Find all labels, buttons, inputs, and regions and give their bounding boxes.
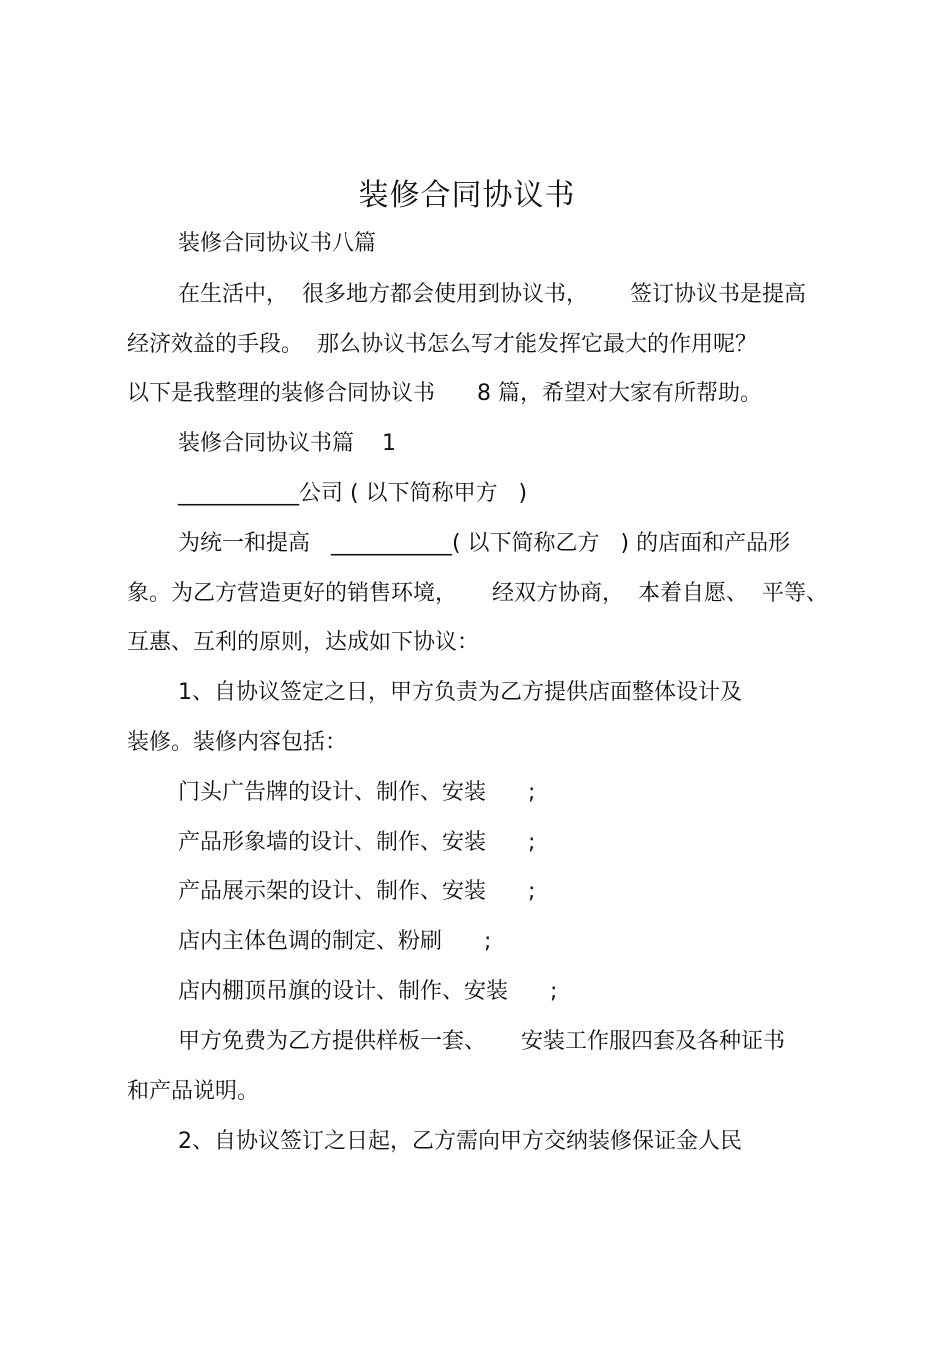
list-item: 店内棚顶吊旗的设计、制作、安装 ; (178, 979, 558, 1004)
paragraph-line: 甲方免费为乙方提供样板一套、 安装工作服四套及各种证书 (178, 1029, 785, 1054)
paragraph-line: 和产品说明。 (127, 1079, 260, 1104)
clause-line: 2、自协议签订之日起，乙方需向甲方交纳装修保证金人民 (178, 1129, 742, 1154)
document-title: 装修合同协议书 (358, 178, 576, 213)
list-item: 产品展示架的设计、制作、安装 ; (178, 879, 536, 904)
paragraph-line: 经济效益的手段。 那么协议书怎么写才能发挥它最大的作用呢？ (127, 332, 757, 357)
subtitle-line: 装修合同协议书八篇 (178, 231, 377, 256)
list-item: 产品形象墙的设计、制作、安装 ; (178, 830, 536, 855)
paragraph-line: 象。为乙方营造更好的销售环境， 经双方协商， 本着自愿、 平等、 (127, 581, 828, 606)
paragraph-line: 互惠、互利的原则，达成如下协议： (127, 630, 480, 655)
paragraph-line: 以下是我整理的装修合同协议书 8 篇，希望对大家有所帮助。 (127, 381, 762, 406)
clause-line: 1、自协议签定之日，甲方负责为乙方提供店面整体设计及 (178, 680, 742, 705)
list-item: 店内主体色调的制定、粉刷 ; (178, 929, 492, 954)
paragraph-line: 为统一和提高 ___________( 以下简称乙方 ) 的店面和产品形 (178, 531, 791, 556)
paragraph-line: 在生活中， 很多地方都会使用到协议书， 签订协议书是提高 (178, 282, 806, 307)
list-item: 门头广告牌的设计、制作、安装 ; (178, 780, 536, 805)
section-heading: 装修合同协议书篇 1 (178, 431, 396, 456)
party-line: ___________公司 ( 以下简称甲方 ) (178, 481, 528, 506)
clause-line: 装修。装修内容包括： (127, 730, 348, 755)
